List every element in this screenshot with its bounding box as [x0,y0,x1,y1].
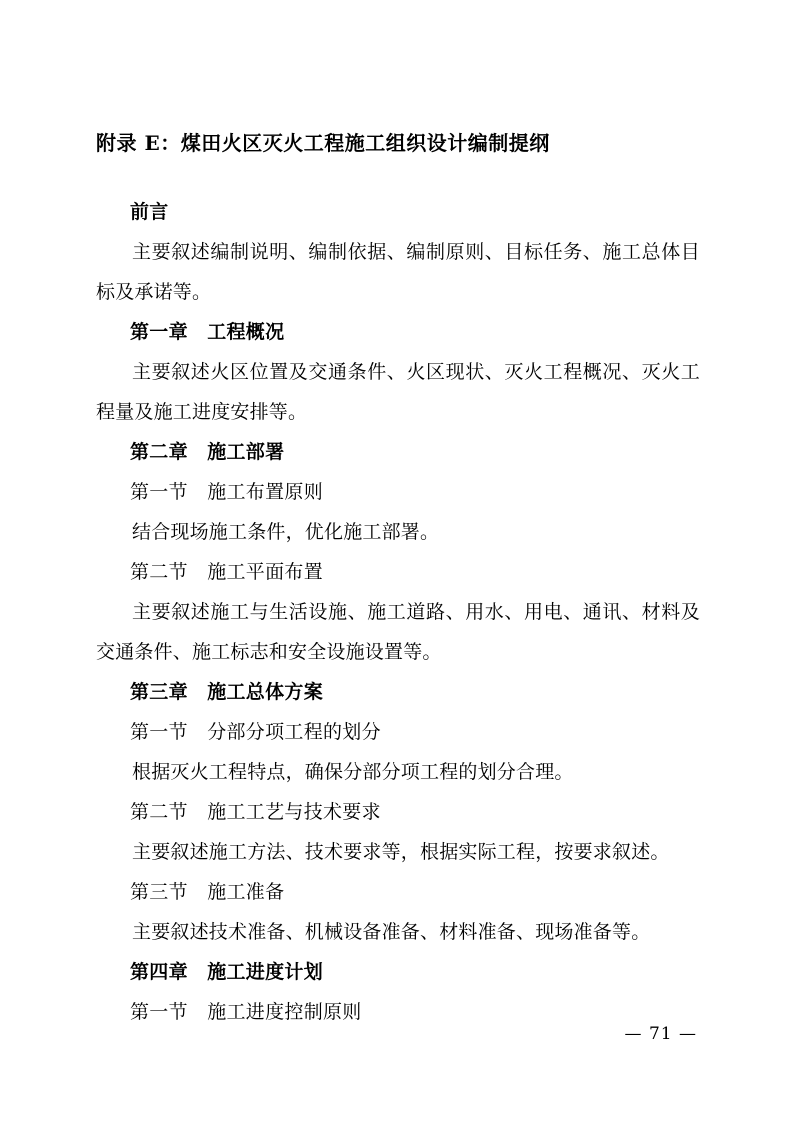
body-paragraph: 主要叙述施工与生活设施、施工道路、用水、用电、通讯、材料及交通条件、施工标志和安全设施设置等。 [96,601,700,663]
body-paragraph: 主要叙述编制说明、编制依据、编制原则、目标任务、施工总体目标及承诺等。 [96,241,700,303]
document-body [96,128,700,1032]
body-paragraph: 主要叙述施工方法、技术要求等，根据实际工程，按要求叙述。 [132,841,670,863]
body-paragraph: 根据灭火工程特点，确保分部分项工程的划分合理。 [132,761,574,783]
section-heading: 第三章 施工总体方案 [130,681,324,703]
section-subheading: 第二节 施工平面布置 [130,561,324,583]
section-heading: 第四章 施工进度计划 [130,961,324,983]
body-paragraph: 结合现场施工条件，优化施工部署。 [132,521,440,543]
section-subheading: 第一节 施工进度控制原则 [130,1001,362,1023]
page-title: 附录 E：煤田火区灭火工程施工组织设计编制提纲 [96,131,550,155]
section-subheading: 第二节 施工工艺与技术要求 [130,801,381,823]
section-heading: 第一章 工程概况 [130,321,285,343]
section-subheading: 第一节 分部分项工程的划分 [130,721,381,743]
section-subheading: 第一节 施工布置原则 [130,481,324,503]
section-heading: 第二章 施工部署 [130,441,285,463]
body-paragraph: 主要叙述火区位置及交通条件、火区现状、灭火工程概况、灭火工程量及施工进度安排等。 [96,361,700,423]
section-heading: 前言 [130,201,169,223]
page-number: — 71 — [624,1024,697,1044]
document-blocks [96,192,700,1032]
section-subheading: 第三节 施工准备 [130,881,285,903]
body-paragraph: 主要叙述技术准备、机械设备准备、材料准备、现场准备等。 [132,921,651,943]
